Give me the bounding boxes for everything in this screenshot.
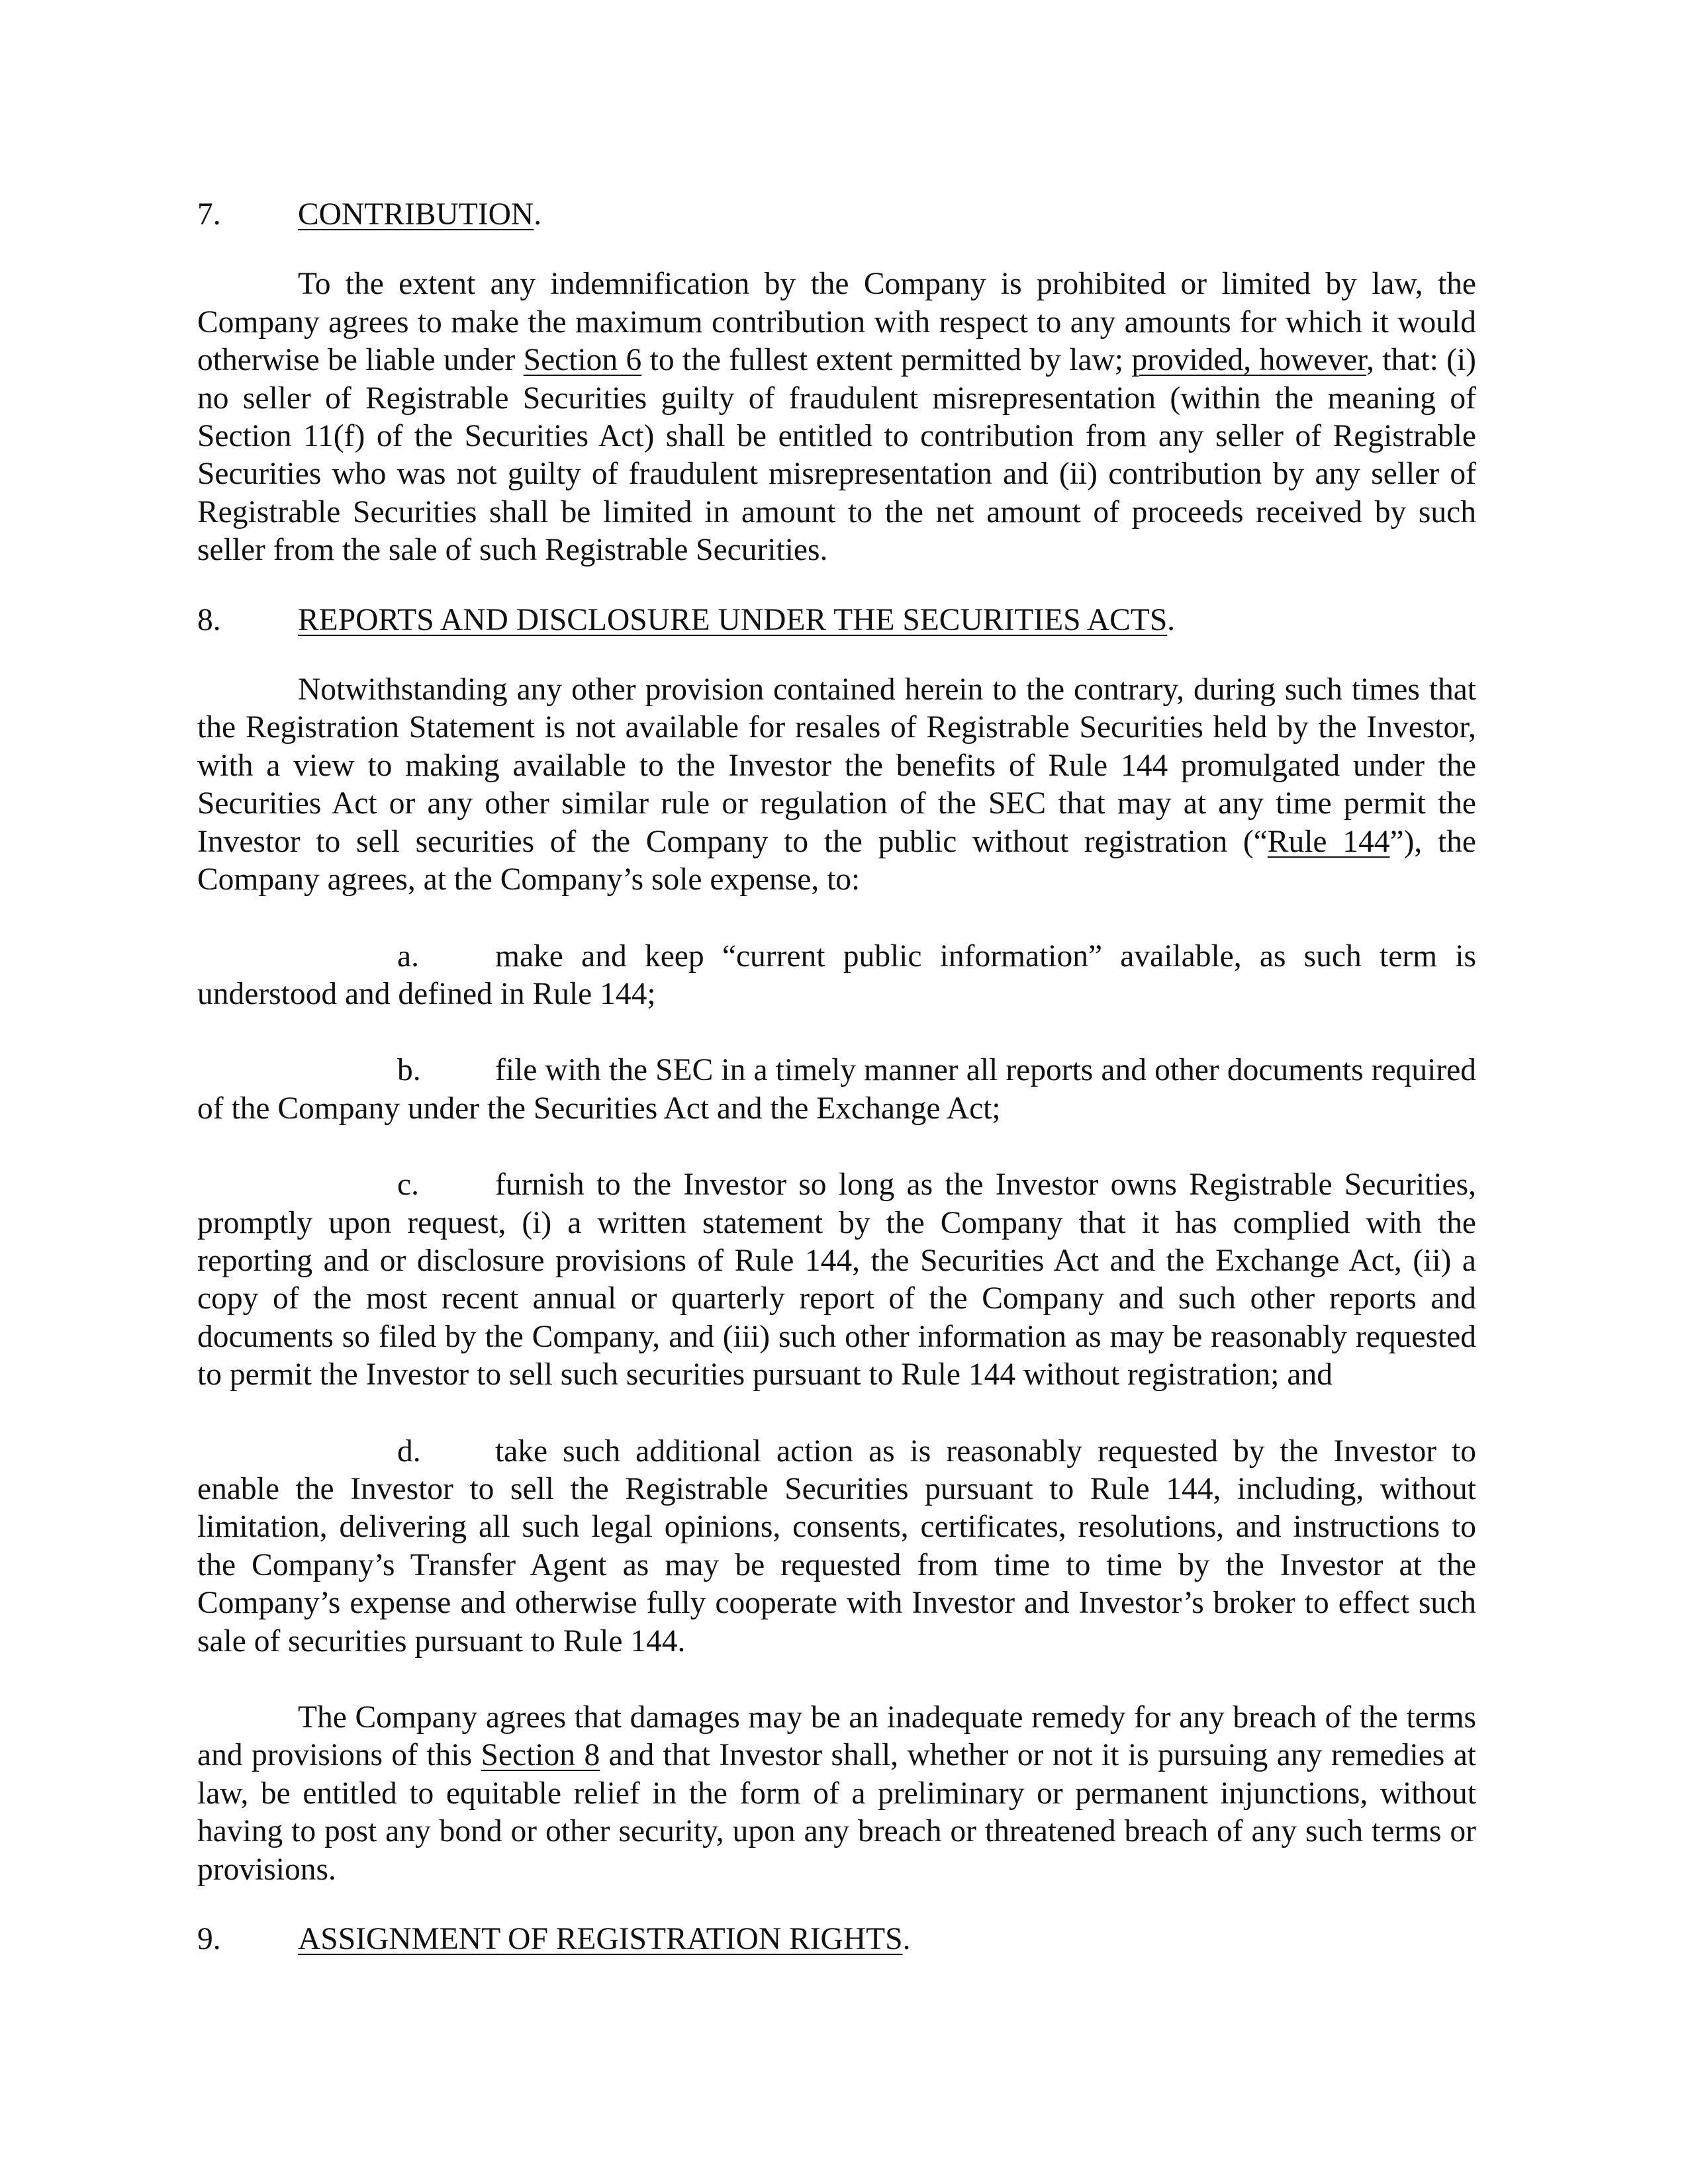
- section-7-paragraph: [197, 265, 1476, 569]
- section-7-text-a: To the extent any indemnification by the Company is prohibited or limited by law, the Company agrees to make the maximum contribution with respect to any amounts for which it would otherwise be liable under: [197, 267, 1476, 378]
- section-7-text-c: , that: (i) no seller of Registrable Securities guilty of fraudulent misrepresentation (within the meaning of Section 11(f) of the Securities Act) shall be entitled to contribution from any seller of Registrable Securities who was not guilty of fraudulent misrepresentation and (ii) contribution by any seller of Registrable Securities shall be limited in amount to the net amount of proceeds received by such seller from the sale of such Registrable Securities.: [197, 343, 1476, 568]
- list-item-b-label: b.: [397, 1053, 421, 1088]
- section-7-title: CONTRIBUTION: [298, 197, 534, 232]
- list-item-a: [197, 938, 1476, 1014]
- section-7-title-period: .: [534, 197, 542, 232]
- section-9-heading: [197, 1921, 1476, 1958]
- list-item-d-label: d.: [397, 1433, 421, 1469]
- list-item-b-text: file with the SEC in a timely manner all reports and other documents required of the Company under the Securities Act and the Exchange Act;: [197, 1053, 1476, 1126]
- rule-144-definition: Rule 144: [1267, 824, 1390, 859]
- section-9-title: ASSIGNMENT OF REGISTRATION RIGHTS: [298, 1922, 903, 1957]
- section-6-reference: Section 6: [523, 343, 642, 378]
- section-8-closing-text-a: The Company agrees that damages may be an inadequate remedy for any breach of the terms and provisions of this: [197, 1700, 1476, 1773]
- document-body: [197, 196, 1476, 1958]
- list-item-a-text: make and keep “current public information” available, as such term is understood and defined in Rule 144;: [197, 938, 1476, 1011]
- section-7-text-b: to the fullest extent permitted by law;: [641, 343, 1132, 378]
- section-9-title-period: .: [902, 1922, 911, 1957]
- section-8-number: 8.: [197, 602, 221, 637]
- proviso-term: provided, however: [1131, 343, 1367, 378]
- list-item-c: [197, 1166, 1476, 1394]
- list-item-c-label: c.: [397, 1167, 419, 1203]
- section-8-closing-paragraph: [197, 1699, 1476, 1889]
- section-8-title-period: .: [1167, 602, 1176, 637]
- list-item-b: [197, 1052, 1476, 1128]
- section-9-number: 9.: [197, 1922, 221, 1957]
- section-8-reference: Section 8: [481, 1738, 600, 1773]
- list-item-d-text: take such additional action as is reasonably requested by the Investor to enable the Investor to sell the Registrable Securities pursuant to Rule 144, including, without limitation, delivering all such legal opinions, consents, certificates, resolutions, and instructions to the Company’s Transfer Agent as may be requested from time to time by the Investor at the Company’s expense and otherwise fully cooperate with Investor and Investor’s broker to effect such sale of securities pursuant to Rule 144.: [197, 1433, 1476, 1659]
- section-8-intro-paragraph: [197, 671, 1476, 899]
- list-item-d: [197, 1433, 1476, 1661]
- section-8-closing-text-b: and that Investor shall, whether or not it is pursuing any remedies at law, be entitled to equitable relief in the form of a preliminary or permanent injunctions, without having to post any bond or other security, upon any breach or threatened breach of any such terms or provisions.: [197, 1738, 1476, 1887]
- section-8-title: REPORTS AND DISCLOSURE UNDER THE SECURITIES ACTS: [298, 602, 1168, 637]
- section-8-heading: [197, 602, 1476, 639]
- list-item-a-label: a.: [397, 938, 419, 974]
- section-8-intro-end: ”), the Company agrees, at the Company’s sole expense, to:: [197, 824, 1476, 897]
- section-7-number: 7.: [197, 197, 221, 232]
- list-item-c-text: furnish to the Investor so long as the Investor owns Registrable Securities, promptly upon request, (i) a written statement by the Company that it has complied with the reporting and or disclosure provisions of Rule 144, the Securities Act and the Exchange Act, (ii) a copy of the most recent annual or quarterly report of the Company and such other reports and documents so filed by the Company, and (iii) such other information as may be reasonably requested to permit the Investor to sell such securities pursuant to Rule 144 without registration; and: [197, 1167, 1476, 1392]
- section-8-intro-text: Notwithstanding any other provision contained herein to the contrary, during such times that the Registration Statement is not available for resales of Registrable Securities held by the Investor, with a view to making available to the Investor the benefits of Rule 144 promulgated under the Securities Act or any other similar rule or regulation of the SEC that may at any time permit the Investor to sell securities of the Company to the public without registration (“: [197, 672, 1476, 859]
- section-7-heading: [197, 196, 1476, 234]
